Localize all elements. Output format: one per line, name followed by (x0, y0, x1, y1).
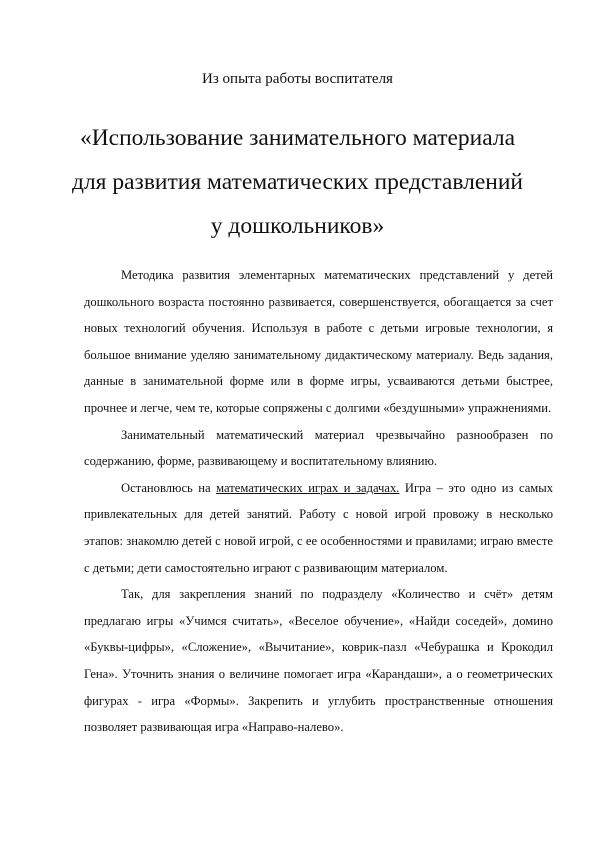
paragraph-3-intro: Остановлюсь на (121, 480, 217, 495)
document-subtitle: Из опыта работы воспитателя (202, 71, 393, 87)
underlined-phrase: математических играх и задачах. (216, 480, 400, 495)
paragraph-3-rest: Игра – это одно из самых привлекательных для детей занятий. Работу с новой игрой провожу в несколько этапов: знакомлю детей с новой игрой, с ее особенностями и правилами; играю вместе с детьми; дети самостоятельно играют с развивающим материалом. (84, 480, 554, 575)
title-line-2: для развития математических представлений (71, 169, 524, 195)
paragraph-4: Так, для закрепления знаний по подразделу «Количество и счёт» детям предлагаю игры «Учимся считать», «Веселое обучение», «Найди соседей», домино «Буквы-цифры», «Сложение», «Вычитание», коврик-пазл «Чебурашка и Крокодил Гена». Уточнить знания о величине помогает игра «Карандаши», а о геометрических фигурах - игра «Формы». Закрепить и углубить пространственные отношения позволяет развивающая игра «Направо-налево». (84, 587, 553, 735)
document-title (60, 116, 535, 248)
document-body (84, 262, 553, 741)
title-line-3: у дошкольников» (210, 213, 385, 239)
paragraph-2: Занимательный математический материал чрезвычайно разнообразен по содержанию, форме, развивающему и воспитательному влиянию. (84, 427, 553, 469)
paragraph-3 (84, 475, 553, 581)
paragraph-1: Методика развития элементарных математических представлений у детей дошкольного возраста постоянно развивается, совершенствуется, обогащается за счет новых технологий обучения. Используя в работе с детьми игровые технологии, я большое внимание уделяю занимательному дидактическому материалу. Ведь задания, данные в занимательной форме или в форме игры, усваиваются детьми быстрее, прочнее и легче, чем те, которые сопряжены с долгими «бездушными» упражнениями. (84, 268, 553, 415)
title-line-1: «Использование занимательного материала (79, 125, 516, 151)
